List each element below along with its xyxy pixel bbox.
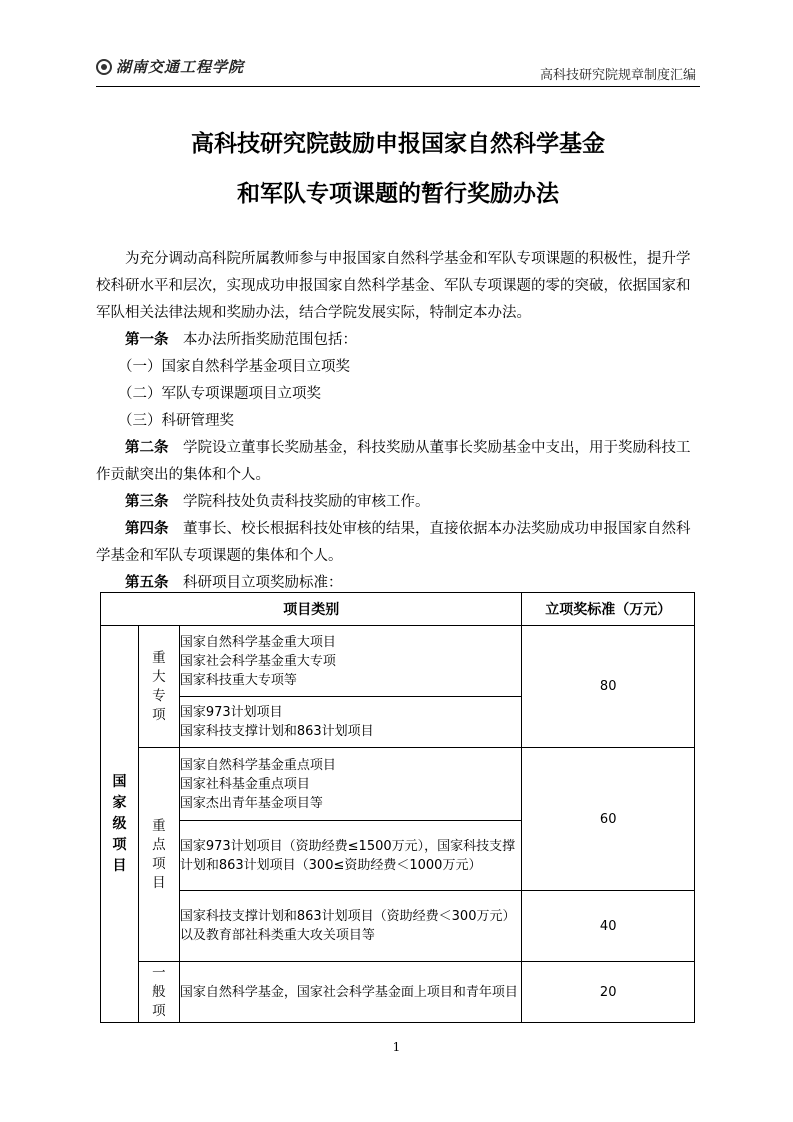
project-list-cell <box>179 821 522 891</box>
article-label: 第四条 <box>125 521 169 537</box>
vertical-char: 项 <box>112 836 127 853</box>
header-category: 项目类别 <box>101 593 522 626</box>
school-logo <box>96 56 244 77</box>
list-item: （一）国家自然科学基金项目立项奖 <box>118 359 350 375</box>
document-body <box>96 246 700 597</box>
group-key-cell <box>138 748 179 962</box>
group-key-label <box>139 817 179 893</box>
project-list-cell <box>179 891 522 962</box>
standard-cell: 40 <box>522 891 695 962</box>
article-3 <box>96 489 700 516</box>
document-title-line2: 和军队专项课题的暂行奖励办法 <box>237 180 559 207</box>
project-list-cell <box>179 962 522 1023</box>
vertical-char: 项 <box>152 855 166 872</box>
level-cell <box>101 626 139 1023</box>
project-item: 国家杰出青年基金项目等 <box>179 795 323 811</box>
group-general-label <box>139 964 179 1021</box>
vertical-char: 目 <box>152 874 166 891</box>
project-list-cell <box>179 697 522 748</box>
document-title-line1: 高科技研究院鼓励申报国家自然科学基金 <box>191 130 605 157</box>
article-label: 第三条 <box>125 494 169 510</box>
article-label: 第一条 <box>125 332 169 348</box>
list-item: （三）科研管理奖 <box>118 413 234 429</box>
project-item: 国家科技重大专项等 <box>179 672 297 688</box>
vertical-char: 重 <box>152 649 166 666</box>
project-list-cell <box>179 748 522 821</box>
vertical-char: 国 <box>112 773 127 790</box>
vertical-char: 专 <box>152 687 166 704</box>
vertical-char: 一 <box>152 964 166 981</box>
article-text: 本办法所指奖励范围包括： <box>183 332 357 348</box>
vertical-char: 点 <box>152 836 166 853</box>
project-item: 国家自然科学基金重点项目 <box>179 757 336 773</box>
project-item: 国家社会科学基金重大专项 <box>179 653 336 669</box>
article-label: 第二条 <box>125 440 169 456</box>
group-major-cell <box>138 626 179 748</box>
table-row <box>101 891 695 962</box>
table-header-row <box>101 593 695 626</box>
article-4 <box>96 516 700 570</box>
reward-standard-table <box>100 592 695 1023</box>
vertical-char: 重 <box>152 817 166 834</box>
vertical-char: 大 <box>152 668 166 685</box>
table-row <box>101 626 695 697</box>
article-text: 学院科技处负责科技奖励的审核工作。 <box>183 494 430 510</box>
page-header <box>96 56 700 86</box>
header-document-title: 高科技研究院规章制度汇编 <box>539 68 696 83</box>
project-item: 国家973计划项目 <box>179 705 283 720</box>
article-1 <box>96 327 700 354</box>
project-item: 国家自然科学基金，国家社会科学基金面上项目和青年项目 <box>179 984 518 1000</box>
header-standard: 立项奖标准（万元） <box>522 593 695 626</box>
level-label <box>101 772 138 877</box>
standard-cell: 20 <box>522 962 695 1023</box>
project-item: 国家自然科学基金重大项目 <box>179 634 336 650</box>
vertical-char: 目 <box>112 857 127 874</box>
project-list-cell <box>179 626 522 697</box>
intro-paragraph: 为充分调动高科院所属教师参与申报国家自然科学基金和军队专项课题的积极性，提升学校科研水平和层次，实现成功申报国家自然科学基金、军队专项课题的零的突破，依据国家和军队相关法律法规和奖励办法，结合学院发展实际，特制定本办法。 <box>96 251 691 321</box>
page-number: 1 <box>392 1040 401 1054</box>
article-2 <box>96 435 700 489</box>
vertical-char: 项 <box>152 1002 166 1019</box>
group-general-cell <box>138 962 179 1023</box>
vertical-char: 家 <box>112 794 127 811</box>
article-text: 董事长、校长根据科技处审核的结果，直接依据本办法奖励成功申报国家自然科学基金和军队专项课题的集体和个人。 <box>96 521 691 564</box>
article-label: 第五条 <box>125 575 169 591</box>
project-item: 国家社科基金重点项目 <box>179 776 310 792</box>
vertical-char: 般 <box>152 983 166 1000</box>
article-text: 学院设立董事长奖励基金，科技奖励从董事长奖励基金中支出，用于奖励科技工作贡献突出的集体和个人。 <box>96 440 691 483</box>
vertical-char: 项 <box>152 706 166 723</box>
standard-cell: 80 <box>522 626 695 748</box>
list-item: （二）军队专项课题项目立项奖 <box>118 386 321 402</box>
vertical-char: 级 <box>112 815 127 832</box>
table-row <box>101 748 695 821</box>
article-text: 科研项目立项奖励标准： <box>183 575 343 591</box>
school-emblem-icon <box>96 59 112 75</box>
standard-cell: 60 <box>522 748 695 891</box>
school-name: 湖南交通工程学院 <box>116 58 245 76</box>
project-item: 国家科技支撑计划和863计划项目（资助经费＜300万元）以及教育部社科类重大攻关项目等 <box>179 909 516 943</box>
table-row <box>101 962 695 1023</box>
group-major-label <box>139 649 179 725</box>
project-item: 国家科技支撑计划和863计划项目 <box>179 724 374 739</box>
header-divider <box>96 86 700 87</box>
project-item: 国家973计划项目（资助经费≤1500万元），国家科技支撑计划和863计划项目（300≤资助经费＜1000万元） <box>179 838 516 873</box>
